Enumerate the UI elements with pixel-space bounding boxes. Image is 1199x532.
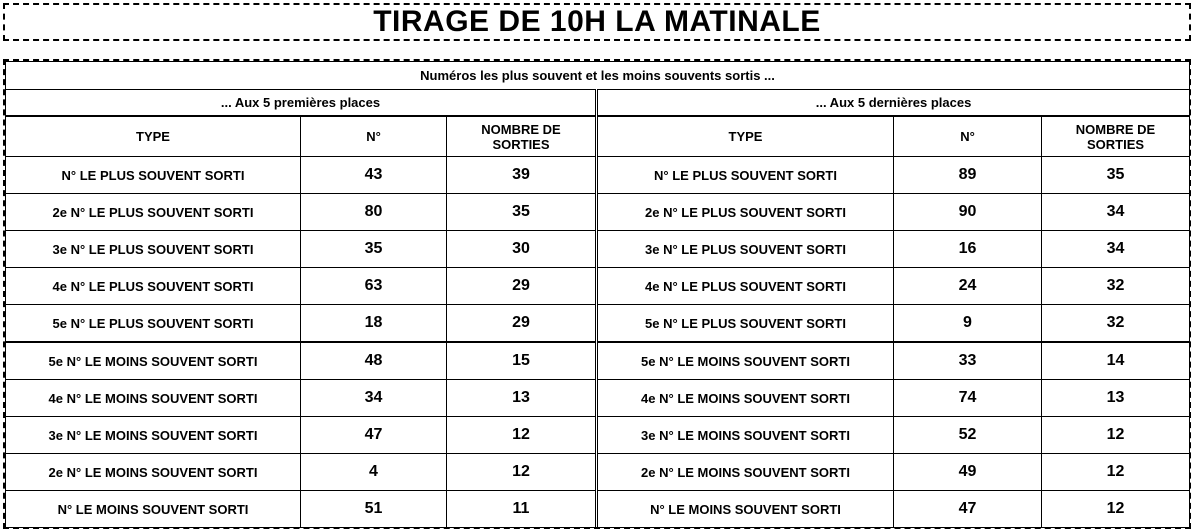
row-count-left: 15	[447, 342, 597, 380]
row-number-left: 35	[301, 231, 447, 268]
row-number-left: 51	[301, 491, 447, 528]
table-row	[6, 157, 1190, 194]
row-type-right: 2e N° LE MOINS SOUVENT SORTI	[597, 454, 894, 491]
column-header-count-line1: NOMBRE DE	[481, 121, 561, 137]
table-row	[6, 417, 1190, 454]
table-row	[6, 194, 1190, 231]
column-header-num-right: N°	[894, 116, 1042, 157]
row-type-left: N° LE MOINS SOUVENT SORTI	[6, 491, 301, 528]
results-table	[5, 61, 1190, 528]
table-row	[6, 268, 1190, 305]
row-type-left: 3e N° LE MOINS SOUVENT SORTI	[6, 417, 301, 454]
row-type-left: 2e N° LE MOINS SOUVENT SORTI	[6, 454, 301, 491]
column-header-count-line2: SORTIES	[1086, 136, 1145, 152]
row-type-left: 2e N° LE PLUS SOUVENT SORTI	[6, 194, 301, 231]
row-type-right: N° LE MOINS SOUVENT SORTI	[597, 491, 894, 528]
column-header-count-left	[447, 116, 597, 157]
row-count-right: 12	[1042, 454, 1190, 491]
row-number-right: 74	[894, 380, 1042, 417]
row-number-right: 89	[894, 157, 1042, 194]
row-count-right: 32	[1042, 268, 1190, 305]
row-count-left: 30	[447, 231, 597, 268]
row-type-right: 3e N° LE MOINS SOUVENT SORTI	[597, 417, 894, 454]
row-type-right: 5e N° LE PLUS SOUVENT SORTI	[597, 305, 894, 343]
row-number-left: 80	[301, 194, 447, 231]
row-number-left: 63	[301, 268, 447, 305]
row-count-left: 12	[447, 454, 597, 491]
row-number-right: 49	[894, 454, 1042, 491]
row-number-right: 47	[894, 491, 1042, 528]
column-header-type-right: TYPE	[597, 116, 894, 157]
row-number-right: 90	[894, 194, 1042, 231]
row-count-left: 35	[447, 194, 597, 231]
row-number-left: 18	[301, 305, 447, 343]
row-count-left: 39	[447, 157, 597, 194]
row-type-left: 3e N° LE PLUS SOUVENT SORTI	[6, 231, 301, 268]
column-header-num-left: N°	[301, 116, 447, 157]
group-header-row	[6, 90, 1190, 117]
row-count-right: 34	[1042, 194, 1190, 231]
data-body	[6, 157, 1190, 528]
table-subtitle: Numéros les plus souvent et les moins souvents sortis ...	[6, 62, 1190, 90]
row-number-left: 4	[301, 454, 447, 491]
row-type-right: 4e N° LE MOINS SOUVENT SORTI	[597, 380, 894, 417]
row-type-right: N° LE PLUS SOUVENT SORTI	[597, 157, 894, 194]
row-count-right: 12	[1042, 417, 1190, 454]
row-type-right: 5e N° LE MOINS SOUVENT SORTI	[597, 342, 894, 380]
results-table-wrapper	[3, 59, 1191, 529]
group-right-header: ... Aux 5 dernières places	[597, 90, 1190, 117]
row-type-left: 5e N° LE PLUS SOUVENT SORTI	[6, 305, 301, 343]
table-row	[6, 454, 1190, 491]
row-count-right: 13	[1042, 380, 1190, 417]
table-row	[6, 231, 1190, 268]
column-header-count-line2: SORTIES	[492, 136, 550, 152]
row-number-right: 52	[894, 417, 1042, 454]
row-count-left: 13	[447, 380, 597, 417]
page-title: TIRAGE DE 10H LA MATINALE	[373, 5, 821, 38]
table-row	[6, 380, 1190, 417]
column-header-count-right	[1042, 116, 1190, 157]
subtitle-row	[6, 62, 1190, 90]
title-box	[3, 3, 1191, 41]
row-count-right: 34	[1042, 231, 1190, 268]
row-number-right: 33	[894, 342, 1042, 380]
row-count-left: 11	[447, 491, 597, 528]
table-row	[6, 305, 1190, 343]
group-left-header: ... Aux 5 premières places	[6, 90, 597, 117]
row-count-right: 35	[1042, 157, 1190, 194]
row-type-left: 4e N° LE MOINS SOUVENT SORTI	[6, 380, 301, 417]
row-type-right: 3e N° LE PLUS SOUVENT SORTI	[597, 231, 894, 268]
row-count-left: 12	[447, 417, 597, 454]
row-number-left: 48	[301, 342, 447, 380]
row-type-left: N° LE PLUS SOUVENT SORTI	[6, 157, 301, 194]
row-number-left: 43	[301, 157, 447, 194]
row-count-right: 32	[1042, 305, 1190, 343]
row-type-right: 2e N° LE PLUS SOUVENT SORTI	[597, 194, 894, 231]
row-count-left: 29	[447, 305, 597, 343]
table-row	[6, 491, 1190, 528]
row-type-right: 4e N° LE PLUS SOUVENT SORTI	[597, 268, 894, 305]
column-header-row	[6, 116, 1190, 157]
row-number-right: 9	[894, 305, 1042, 343]
row-count-right: 14	[1042, 342, 1190, 380]
row-number-left: 47	[301, 417, 447, 454]
table-row	[6, 342, 1190, 380]
row-count-right: 12	[1042, 491, 1190, 528]
row-count-left: 29	[447, 268, 597, 305]
row-number-right: 24	[894, 268, 1042, 305]
row-number-right: 16	[894, 231, 1042, 268]
column-header-count-line1: NOMBRE DE	[1075, 121, 1156, 137]
column-header-type-left: TYPE	[6, 116, 301, 157]
row-type-left: 4e N° LE PLUS SOUVENT SORTI	[6, 268, 301, 305]
row-number-left: 34	[301, 380, 447, 417]
row-type-left: 5e N° LE MOINS SOUVENT SORTI	[6, 342, 301, 380]
